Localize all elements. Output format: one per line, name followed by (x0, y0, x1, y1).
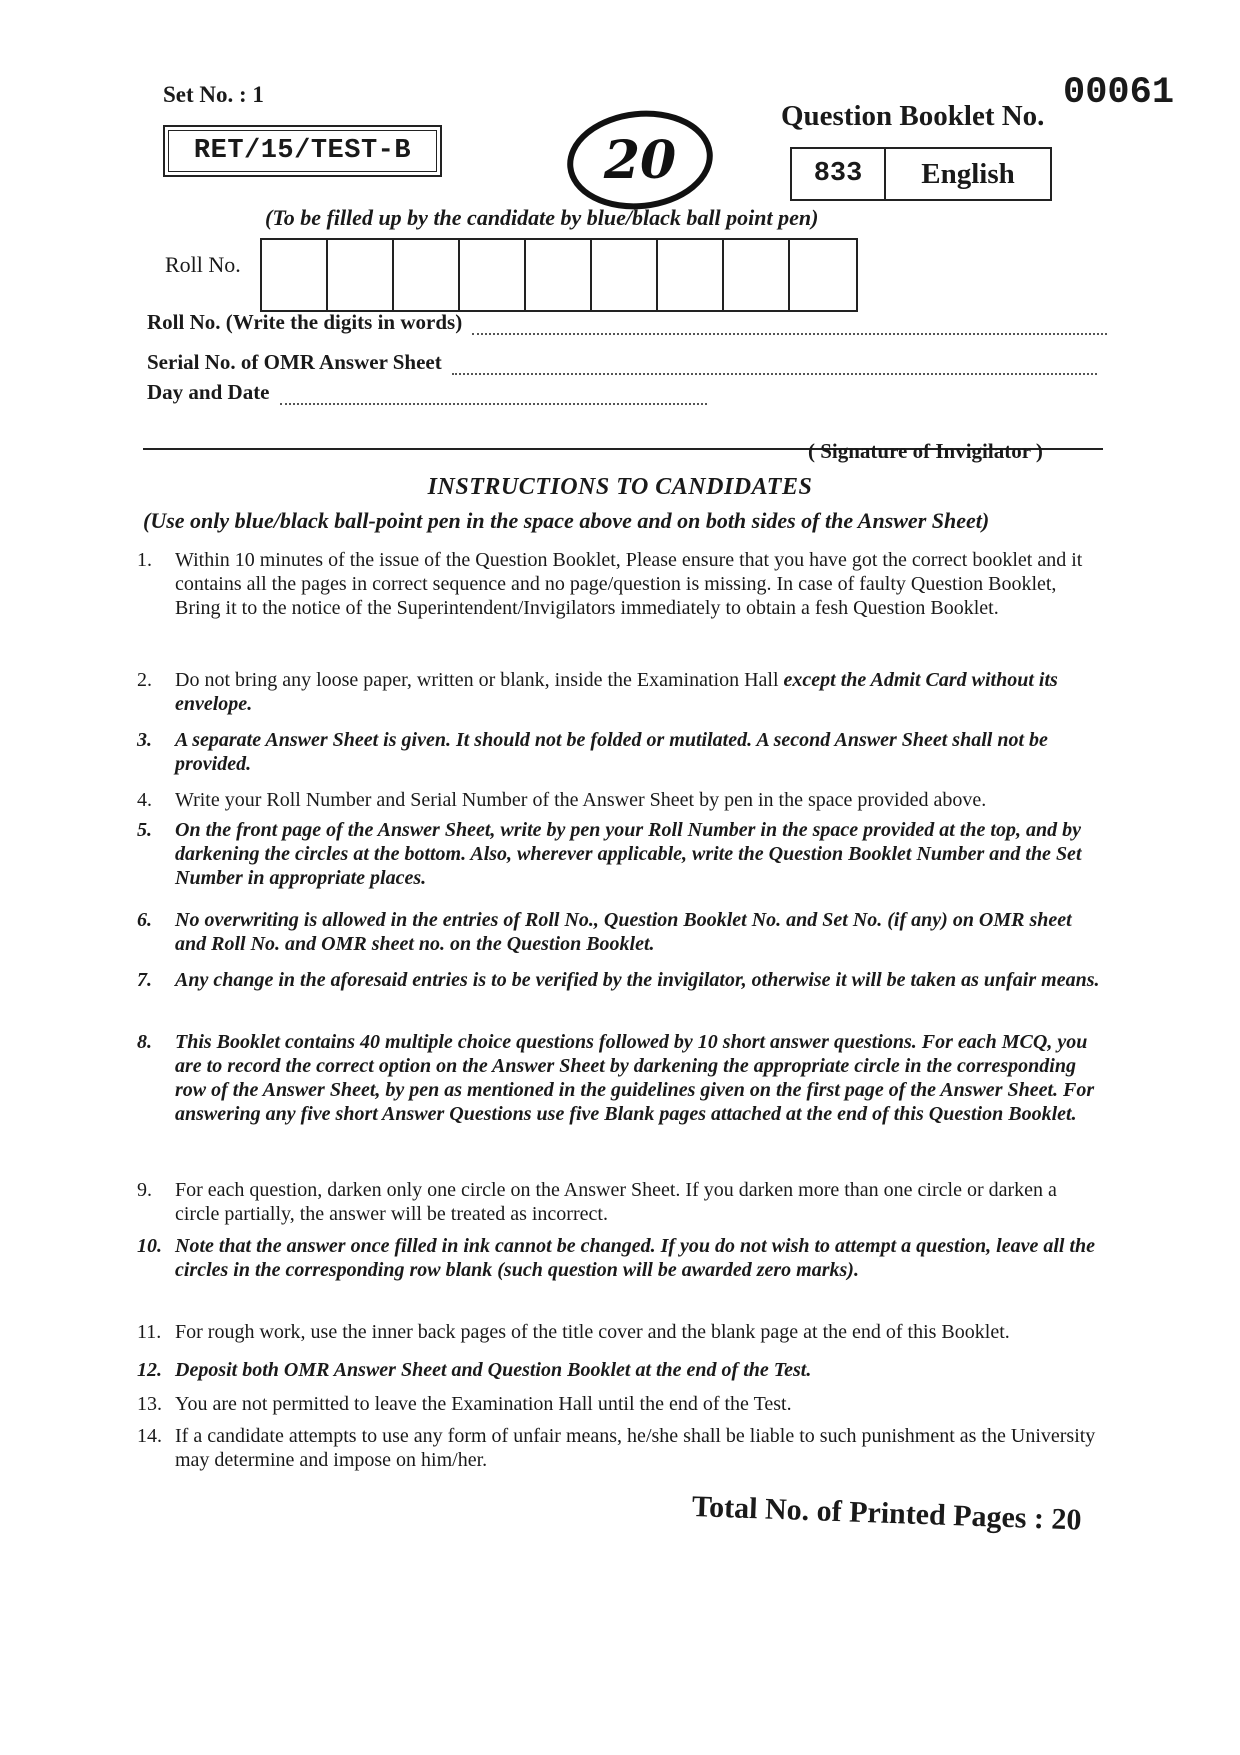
item-text: Note that the answer once filled in ink cannot be changed. If you do not wish to attempt a question, leave all the circles in the corresponding row blank (such question will be awarded zero marks). (175, 1235, 1096, 1281)
item-number: 3. (137, 729, 152, 751)
set-number: Set No. : 1 (163, 82, 264, 107)
booklet-number-box (790, 147, 1052, 201)
item-number: 9. (137, 1179, 152, 1201)
booklet-label: Question Booklet No. (781, 100, 1045, 132)
item-text: No overwriting is allowed in the entries of Roll No., Question Booklet No. and Set No. (if any) on OMR sheet and Roll No. and OMR sheet no. on the Question Booklet. (175, 909, 1072, 955)
booklet-language: English (921, 157, 1015, 190)
item-number: 7. (137, 969, 152, 991)
instructions-subtitle: (Use only blue/black ball-point pen in the space above and on both sides of the Answer Sheet) (143, 508, 990, 533)
instruction-item (137, 1234, 1102, 1282)
instruction-item (137, 968, 1102, 992)
item-text: For each question, darken only one circle on the Answer Sheet. If you darken more than one circle or darken a circle partially, the answer will be treated as incorrect. (175, 1179, 1057, 1225)
roll-digit-box[interactable] (592, 240, 658, 310)
fill-note: (To be filled up by the candidate by blue/black ball point pen) (265, 205, 819, 230)
item-number: 4. (137, 789, 152, 811)
omr-serial-field[interactable] (147, 350, 1097, 375)
item-text: A separate Answer Sheet is given. It should not be folded or mutilated. A second Answer Sheet shall not be provided. (175, 729, 1048, 775)
roll-words-label: Roll No. (Write the digits in words) (147, 310, 463, 334)
item-number: 8. (137, 1031, 152, 1053)
item-text: On the front page of the Answer Sheet, write by pen your Roll Number in the space provided at the top, and by darkening the circles at the bottom. Also, wherever applicable, write the Question Booklet Number and the Set Number in appropriate places. (175, 819, 1082, 889)
day-date-line[interactable] (280, 387, 707, 405)
instruction-item (137, 1320, 1102, 1344)
item-number: 14. (137, 1425, 162, 1447)
roll-words-field[interactable] (147, 310, 1107, 335)
booklet-number: 833 (792, 149, 886, 199)
day-date-label: Day and Date (147, 380, 270, 404)
item-number: 5. (137, 819, 152, 841)
instruction-item (137, 908, 1102, 956)
roll-digit-box[interactable] (394, 240, 460, 310)
instruction-item (137, 1358, 1102, 1382)
instruction-item (137, 1424, 1102, 1472)
omr-serial-label: Serial No. of OMR Answer Sheet (147, 350, 442, 374)
item-text: Write your Roll Number and Serial Number of the Answer Sheet by pen in the space provided above. (175, 789, 987, 811)
item-text: Any change in the aforesaid entries is to be verified by the invigilator, otherwise it will be taken as unfair means. (175, 969, 1100, 991)
handwritten-stamp (560, 104, 720, 214)
item-number: 10. (137, 1235, 162, 1257)
instruction-item (137, 1178, 1102, 1226)
item-number: 12. (137, 1359, 162, 1381)
instruction-item (137, 548, 1102, 620)
item-text: Deposit both OMR Answer Sheet and Question Booklet at the end of the Test. (175, 1359, 812, 1381)
roll-digit-box[interactable] (658, 240, 724, 310)
roll-digit-box[interactable] (724, 240, 790, 310)
instruction-item (137, 668, 1102, 716)
omr-serial-line[interactable] (452, 357, 1097, 375)
instruction-item (137, 818, 1102, 890)
roll-digit-box[interactable] (262, 240, 328, 310)
booklet-serial: 00061 (1063, 72, 1175, 114)
roll-digit-box[interactable] (460, 240, 526, 310)
item-text: For rough work, use the inner back pages of the title cover and the blank page at the end of this Booklet. (175, 1321, 1010, 1343)
instructions-title: INSTRUCTIONS TO CANDIDATES (427, 474, 813, 500)
item-number: 13. (137, 1393, 162, 1415)
instruction-item (137, 728, 1102, 776)
item-number: 11. (137, 1321, 162, 1343)
roll-digit-box[interactable] (526, 240, 592, 310)
item-text: Do not bring any loose paper, written or blank, inside the Examination Hall except the Admit Card without its envelope. (175, 669, 1058, 715)
test-code-box: RET/15/TEST-B (163, 125, 442, 177)
item-text: You are not permitted to leave the Examination Hall until the end of the Test. (175, 1393, 792, 1415)
roll-digit-box[interactable] (790, 240, 856, 310)
item-number: 2. (137, 669, 152, 691)
day-date-field[interactable] (147, 380, 707, 405)
roll-number-boxes[interactable] (260, 238, 858, 312)
item-text: Within 10 minutes of the issue of the Question Booklet, Please ensure that you have got the correct booklet and it contains all the pages in correct sequence and no page/question is missing. In case of faulty Question Booklet, Bring it to the notice of the Superintendent/Invigilators immediately to obtain a fesh Question Booklet. (175, 549, 1083, 619)
signature-label: ( Signature of Invigilator ) (808, 439, 1043, 463)
roll-digit-box[interactable] (328, 240, 394, 310)
instruction-item (137, 1030, 1102, 1126)
instruction-item (137, 1392, 1102, 1416)
instruction-item (137, 788, 1102, 812)
item-text: If a candidate attempts to use any form of unfair means, he/she shall be liable to such punishment as the University may determine and impose on him/her. (175, 1425, 1096, 1471)
roll-label: Roll No. (165, 252, 241, 277)
item-number: 6. (137, 909, 152, 931)
total-pages: Total No. of Printed Pages : 20 (691, 1490, 1083, 1537)
roll-words-line[interactable] (472, 317, 1107, 335)
item-number: 1. (137, 549, 152, 571)
item-text: This Booklet contains 40 multiple choice questions followed by 10 short answer questions. For each MCQ, you are to record the correct option on the Answer Sheet by darkening the appropriate circle in the corresponding row of the Answer Sheet, by pen as mentioned in the guidelines given on the first page of the Answer Sheet. For answering any five short Answer Questions use five Blank pages attached at the end of this Question Booklet. (175, 1031, 1095, 1125)
stamp-number: 20 (603, 130, 677, 191)
